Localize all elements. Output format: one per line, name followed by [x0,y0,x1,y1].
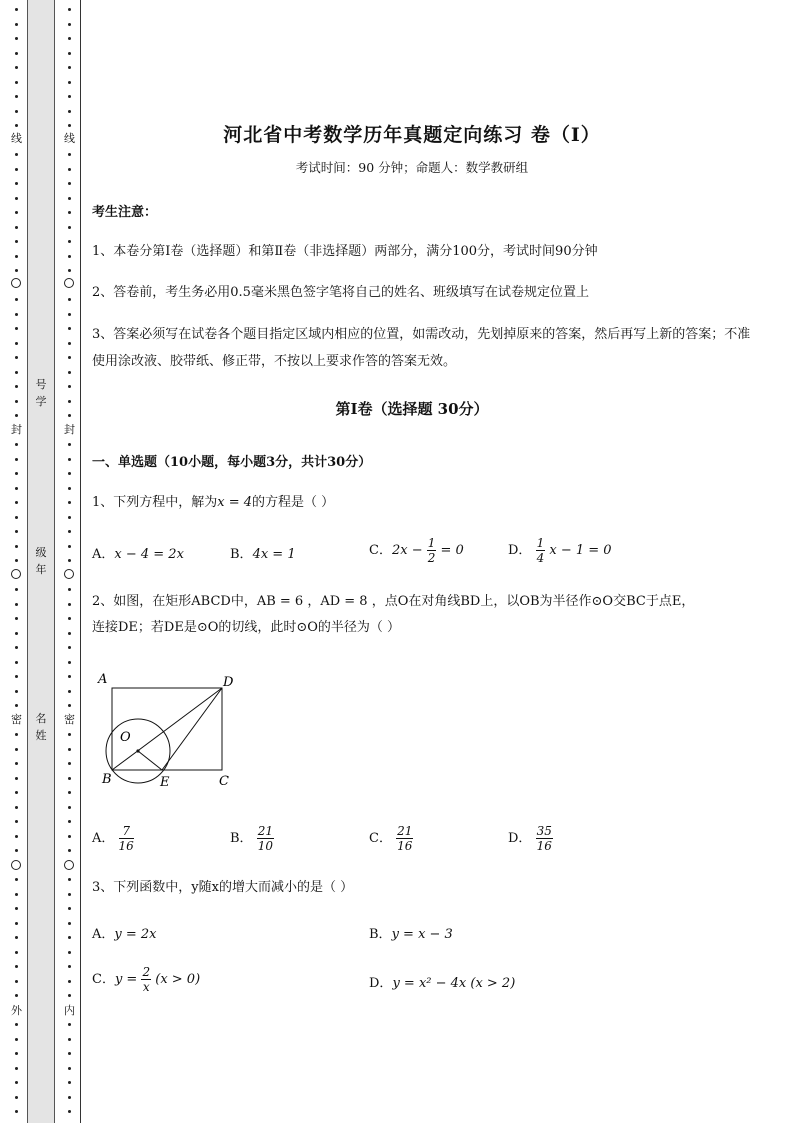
binding-dot [68,414,71,417]
diagonal-bd [112,688,222,770]
binding-hole-circle [64,860,74,870]
binding-dot [15,1110,18,1113]
binding-dot [68,487,71,490]
binding-dot [68,530,71,533]
notice-item-2: 2、答卷前，考生务必用0.5毫米黑色签字笔将自己的姓名、班级填写在试卷规定位置上 [92,285,589,300]
label-c: C [219,774,229,789]
binding-dot [68,443,71,446]
binding-dot [15,342,18,345]
binding-dot [15,748,18,751]
binding-dot [15,1052,18,1055]
q1-option-b [230,543,296,562]
binding-dot [15,458,18,461]
binding-dot [15,907,18,910]
binding-dot [68,646,71,649]
option-expr: y = x − 3 [391,927,453,942]
binding-dot [68,965,71,968]
option-label: B． [230,547,253,562]
binding-dot [15,820,18,823]
q2-option-b [230,824,274,853]
binding-dot [68,1096,71,1099]
fraction [257,824,274,853]
binding-dot [15,1096,18,1099]
binding-char-left-4: 外 [11,1004,22,1017]
numerator: 7 [119,824,134,839]
binding-dot [68,1023,71,1026]
binding-dot [15,878,18,881]
fraction [536,536,546,565]
binding-dot [68,226,71,229]
question-2-stem-line-2: 连接DE；若DE是⊙O的切线，此时⊙O的半径为（ ） [92,620,401,635]
binding-dot [15,487,18,490]
option-label: A． [92,927,115,942]
binding-dot [15,66,18,69]
section-title: 第Ⅰ卷（选择题 30分） [335,400,489,418]
binding-dot [68,849,71,852]
option-expr: y = 2x [114,927,157,942]
option-label: D． [508,831,532,846]
binding-dot [15,617,18,620]
binding-dot [68,472,71,475]
notice-item-1: 1、本卷分第Ⅰ卷（选择题）和第Ⅱ卷（非选择题）两部分，满分100分，考试时间90分钟 [92,244,598,259]
option-expr: y = [114,972,138,987]
option-label: B． [230,831,253,846]
binding-dot [68,168,71,171]
numerator: 35 [536,824,552,838]
binding-dot [15,936,18,939]
binding-dot [15,443,18,446]
binding-dot [15,81,18,84]
q3-option-a [92,923,157,942]
binding-dot [15,1023,18,1026]
binding-dot [15,530,18,533]
question-group-title: 一、单选题（10小题，每小题3分，共计30分） [92,455,372,470]
binding-dot [15,400,18,403]
binding-dot [68,371,71,374]
binding-dot [15,951,18,954]
binding-dot [15,893,18,896]
binding-dot [68,762,71,765]
binding-dot [68,153,71,156]
binding-dot [68,458,71,461]
option-label: C． [369,543,392,558]
binding-dot [15,1081,18,1084]
binding-dot [68,690,71,693]
binding-dot [68,617,71,620]
binding-dot [15,646,18,649]
denominator: x [142,980,150,994]
binding-dot [68,95,71,98]
binding-dot [15,168,18,171]
binding-dot [68,356,71,359]
binding-dot [68,124,71,127]
binding-dot [15,603,18,606]
q3-option-b [369,923,453,942]
binding-dot [15,806,18,809]
binding-dot [68,240,71,243]
denominator: 4 [536,551,545,565]
binding-dot [68,110,71,113]
binding-dot [68,603,71,606]
binding-dot [68,791,71,794]
question-2-stem-line-1: 2、如图，在矩形ABCD中，AB = 6 ，AD = 8 ，点O在对角线BD上，以OB为半径作⊙O交BC于点E， [92,594,695,609]
binding-dot [68,269,71,272]
denominator: 16 [536,839,552,853]
binding-char-right-4: 内 [64,1004,75,1017]
binding-dot [15,675,18,678]
binding-dot [15,110,18,113]
binding-dot [68,1110,71,1113]
option-expr: (x > 0) [155,972,201,987]
label-d: D [223,675,234,690]
binding-char-right-2: 封 [64,423,75,436]
segment-de [162,688,222,770]
option-expr: = 0 [440,543,464,558]
student-number-label: 号学 [35,378,47,408]
q3-option-c [92,965,200,994]
binding-dot [15,1067,18,1070]
label-o: O [120,730,131,745]
binding-dot [15,52,18,55]
binding-dot [68,922,71,925]
binding-dot [68,748,71,751]
binding-dot [68,733,71,736]
option-expr: 2x − [391,543,423,558]
binding-dot [15,704,18,707]
binding-dot [68,400,71,403]
binding-dot [68,182,71,185]
binding-dot [15,298,18,301]
q2-geometry-figure [92,665,252,795]
q1-stem-text-b: 的方程是（ ） [252,495,335,510]
q1-option-c [369,536,464,565]
binding-dot [68,936,71,939]
binding-dot [15,385,18,388]
binding-dot [68,835,71,838]
binding-dot [15,182,18,185]
binding-dot [68,994,71,997]
binding-dot [68,516,71,519]
q1-stem-text-a: 1、下列方程中，解为 [92,495,218,510]
binding-dot [68,81,71,84]
grade-label: 级年 [35,546,47,576]
exam-subtitle: 考试时间：90 分钟；命题人：数学教研组 [295,160,529,175]
q3-option-d [369,972,515,991]
binding-char-left-1: 线 [11,132,22,145]
binding-dot [15,37,18,40]
denominator: 2 [427,551,436,565]
binding-dot [15,269,18,272]
binding-dot [68,385,71,388]
binding-dot [68,66,71,69]
binding-dot [68,1038,71,1041]
binding-dot [15,501,18,504]
binding-dot [15,922,18,925]
binding-dot [15,226,18,229]
binding-hole-circle [11,860,21,870]
notice-heading: 考生注意： [92,205,158,220]
q1-option-d [508,536,612,565]
option-label: C． [369,831,392,846]
binding-dot [15,472,18,475]
option-label: D． [369,976,393,991]
binding-char-left-2: 封 [11,423,22,436]
binding-dot [15,777,18,780]
denominator: 10 [257,839,273,853]
binding-dot [68,197,71,200]
binding-dot [68,632,71,635]
question-1-stem [92,490,752,516]
binding-dot [68,588,71,591]
option-expr: y = x² − 4x (x > 2) [392,976,516,991]
binding-dot [68,37,71,40]
binding-dot [68,907,71,910]
binding-dot [68,1052,71,1055]
notice-item-3: 3、答案必须写在试卷各个题目指定区域内相应的位置，如需改动，先划掉原来的答案，然后再写上新的答案；不准使用涂改液、胶带纸、修正带，不按以上要求作答的答案无效。 [92,327,751,369]
binding-margin [0,0,82,1123]
binding-dot [15,356,18,359]
option-label: B． [369,927,392,942]
binding-dot [68,951,71,954]
binding-dot [68,675,71,678]
binding-dot [68,878,71,881]
q1-option-a [92,543,184,562]
binding-dot [15,849,18,852]
numerator: 1 [536,536,545,550]
question-3-stem: 3、下列函数中，y随x的增大而减小的是（ ） [92,880,354,895]
binding-dot [68,255,71,258]
binding-dot [68,777,71,780]
binding-dot [15,516,18,519]
option-expr: x − 1 = 0 [549,543,612,558]
binding-dot [68,342,71,345]
binding-hole-circle [11,278,21,288]
binding-dot [15,733,18,736]
binding-dot [15,153,18,156]
binding-cut-line [80,0,81,1123]
name-label: 名姓 [35,712,47,742]
fraction [427,536,437,565]
binding-dot [15,240,18,243]
center-point-o [136,749,139,752]
numerator: 2 [142,965,151,979]
binding-dot [68,52,71,55]
option-label: C． [92,972,115,987]
binding-dot [68,559,71,562]
binding-dot [68,8,71,11]
binding-dot [15,197,18,200]
binding-dot [15,965,18,968]
numerator: 21 [397,824,413,838]
binding-dot [15,559,18,562]
binding-dot [15,95,18,98]
q2-option-c [369,824,413,853]
fraction [536,824,553,853]
binding-hole-circle [11,569,21,579]
binding-char-right-3: 密 [64,713,75,726]
q1-stem-math: x = 4 [217,495,253,510]
binding-dot [68,501,71,504]
binding-dot [68,893,71,896]
label-a: A [98,672,108,687]
binding-dot [15,327,18,330]
binding-dot [15,661,18,664]
binding-char-right-1: 线 [64,132,75,145]
binding-dot [15,1038,18,1041]
binding-dot [68,820,71,823]
denominator: 16 [118,839,134,853]
binding-dot [15,414,18,417]
binding-dot [68,1081,71,1084]
binding-dot [15,23,18,26]
option-label: A． [92,547,115,562]
fraction [141,965,151,994]
binding-dot [15,994,18,997]
fraction [396,824,413,853]
binding-char-left-3: 密 [11,713,22,726]
label-b: B [102,772,112,787]
fraction [119,824,134,853]
numerator: 21 [257,824,273,838]
label-e: E [160,775,170,790]
binding-dot [68,661,71,664]
binding-dot [15,980,18,983]
binding-dot [15,632,18,635]
binding-dot [15,791,18,794]
binding-dot [68,1067,71,1070]
q2-option-a [92,824,134,853]
binding-dot [15,124,18,127]
binding-dot [68,313,71,316]
segment-oe [138,751,162,770]
binding-dot [15,255,18,258]
option-label: A． [92,831,115,846]
binding-dot [68,23,71,26]
binding-dot [68,704,71,707]
binding-dot [68,806,71,809]
binding-dot [68,327,71,330]
binding-dot [15,690,18,693]
binding-hole-circle [64,569,74,579]
binding-dot [15,545,18,548]
binding-dot [15,371,18,374]
binding-dot [15,835,18,838]
numerator: 1 [427,536,436,550]
binding-dot [15,588,18,591]
binding-dot [15,313,18,316]
binding-dot [68,211,71,214]
q2-option-d [508,824,553,853]
binding-dot [68,545,71,548]
binding-dot [15,8,18,11]
binding-dot [15,762,18,765]
denominator: 16 [397,839,413,853]
option-label: D． [508,543,532,558]
binding-dot [68,298,71,301]
option-expr: 4x = 1 [252,547,296,562]
binding-dot [68,980,71,983]
binding-dot [15,211,18,214]
option-expr: x − 4 = 2x [114,547,184,562]
exam-title: 河北省中考数学历年真题定向练习 卷（Ⅰ） [223,124,601,146]
binding-hole-circle [64,278,74,288]
